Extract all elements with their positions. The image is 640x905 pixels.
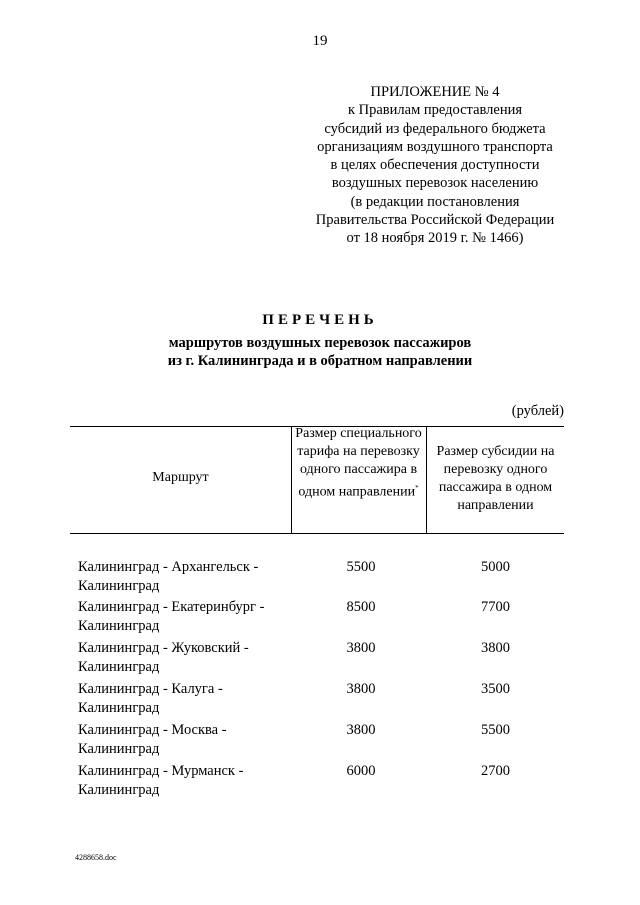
- route-cell: Калининград - Жуковский - Калининград: [78, 640, 249, 675]
- footnote-mark: *: [415, 484, 419, 492]
- appendix-line: к Правилам предоставления: [347, 102, 523, 119]
- table-row: [0, 721, 640, 761]
- tariff-cell: 3800: [346, 640, 376, 656]
- appendix-line: от 18 ноября 2019 г. № 1466): [346, 230, 524, 247]
- footer-filename: 4288658.doc: [75, 853, 117, 862]
- appendix-line: Правительства Российской Федерации: [315, 212, 555, 229]
- subtitle-line: из г. Калининграда и в обратном направлении: [167, 353, 473, 369]
- table-row: [0, 680, 640, 720]
- appendix-line: ПРИЛОЖЕНИЕ № 4: [370, 84, 500, 100]
- appendix-line: в целях обеспечения доступности: [330, 157, 540, 174]
- document-subtitle: [0, 334, 640, 370]
- appendix-line: воздушных перевозок населению: [331, 175, 539, 192]
- subsidy-cell: 3800: [481, 640, 510, 656]
- header-subsidy: Размер субсидии на перевозку одного пассажира в одном направлении: [436, 444, 555, 513]
- appendix-line: субсидий из федерального бюджета: [324, 120, 546, 137]
- page-number: 19: [312, 33, 328, 49]
- appendix-heading: [300, 83, 570, 248]
- document-title: ПЕРЕЧЕНЬ: [262, 312, 378, 328]
- units-label: (рублей): [511, 403, 564, 419]
- table-header-border: [70, 533, 564, 534]
- route-cell: Калининград - Москва - Калининград: [78, 722, 227, 757]
- route-cell: Калининград - Калуга - Калининград: [78, 681, 223, 716]
- subsidy-cell: 5000: [481, 559, 510, 575]
- tariff-cell: 3800: [346, 681, 376, 697]
- tariff-cell: 5500: [346, 559, 376, 575]
- table-row: [0, 639, 640, 679]
- tariff-cell: 8500: [346, 599, 376, 615]
- tariff-cell: 3800: [346, 722, 376, 738]
- header-route: Маршрут: [152, 470, 209, 485]
- route-cell: Калининград - Екатеринбург - Калининград: [78, 599, 265, 634]
- subsidy-cell: 7700: [481, 599, 510, 615]
- table-column-divider: [426, 426, 427, 533]
- appendix-line: организациям воздушного транспорта: [317, 138, 553, 155]
- subtitle-line: маршрутов воздушных перевозок пассажиров: [168, 335, 472, 351]
- tariff-cell: 6000: [346, 763, 376, 779]
- route-cell: Калининград - Мурманск - Калининград: [78, 763, 244, 798]
- subsidy-cell: 5500: [481, 722, 510, 738]
- route-cell: Калининград - Архангельск - Калининград: [78, 559, 259, 594]
- table-row: [0, 598, 640, 638]
- table-row: [0, 762, 640, 802]
- table-column-divider: [291, 426, 292, 533]
- header-tariff-text: Размер специального тарифа на перевозку одного пассажира в одном направлении: [295, 426, 422, 500]
- header-tariff: [293, 425, 424, 502]
- table-row: [0, 558, 640, 598]
- appendix-line: (в редакции постановления: [350, 193, 520, 210]
- subsidy-cell: 3500: [481, 681, 510, 697]
- subsidy-cell: 2700: [481, 763, 510, 779]
